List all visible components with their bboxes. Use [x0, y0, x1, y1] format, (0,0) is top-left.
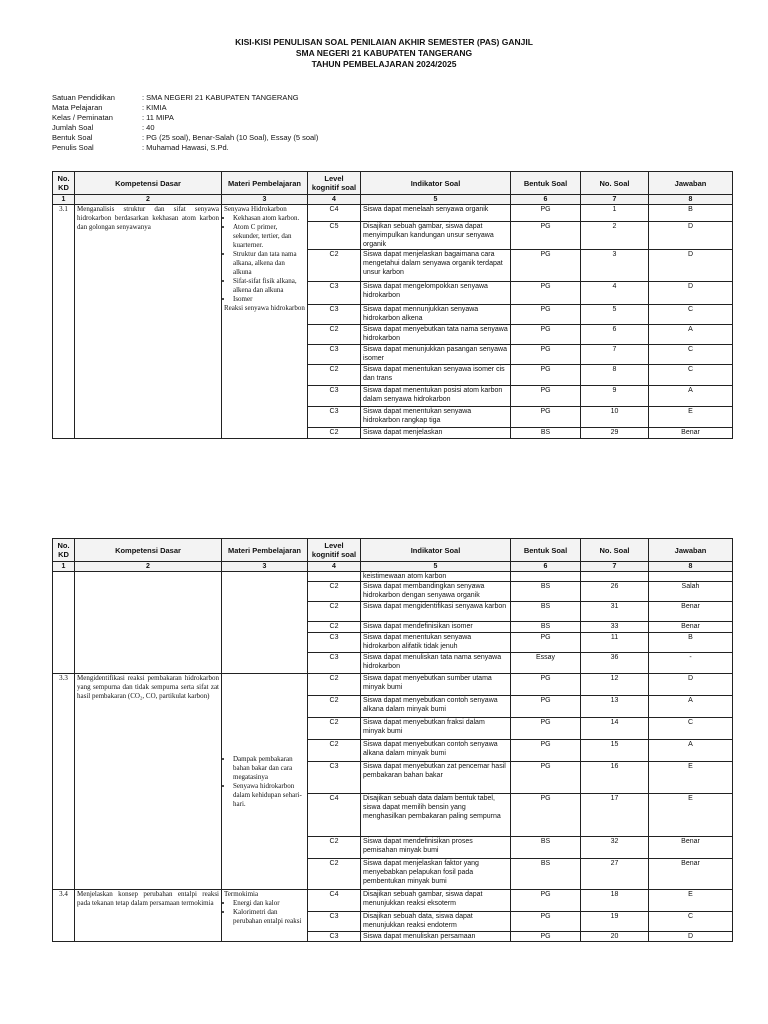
header-jawaban: Jawaban: [649, 539, 733, 562]
no-soal-cell: 3: [581, 250, 649, 282]
jawaban-cell: Benar: [649, 602, 733, 622]
jawaban-cell: Benar: [649, 622, 733, 633]
meta-value: : 11 MIPA: [142, 113, 174, 122]
jawaban-cell: -: [649, 653, 733, 674]
level-cell: C4: [308, 794, 361, 837]
bentuk-cell: PG: [511, 407, 581, 428]
level-cell: C2: [308, 365, 361, 386]
indikator-cell: Siswa dapat menyebutkan fraksi dalam minyak bumi: [361, 718, 511, 740]
meta-row-bentuk: [52, 133, 318, 143]
header-jawaban: Jawaban: [649, 172, 733, 195]
jawaban-cell: E: [649, 407, 733, 428]
level-cell: C2: [308, 428, 361, 439]
indikator-cell: Disajikan sebuah gambar, siswa dapat menyimpulkan kandungan unsur senyawa organik: [361, 222, 511, 250]
materi-title: Senyawa Hidrokarbon: [224, 205, 287, 213]
level-cell: C2: [308, 718, 361, 740]
indikator-cell: Siswa dapat menuliskan persamaan: [361, 932, 511, 942]
no-soal-cell: 15: [581, 740, 649, 762]
level-cell: C3: [308, 912, 361, 932]
no-soal-cell: 4: [581, 282, 649, 305]
header-kompetensi: Kompetensi Dasar: [75, 539, 222, 562]
no-soal-cell: 19: [581, 912, 649, 932]
level-cell: C3: [308, 932, 361, 942]
header-number: 7: [581, 562, 649, 572]
bentuk-cell: PG: [511, 305, 581, 325]
meta-label: Jumlah Soal: [52, 123, 94, 132]
header-number: 4: [308, 562, 361, 572]
indikator-cell: Siswa dapat menelaah senyawa organik: [361, 205, 511, 222]
materi-pembelajaran: [222, 205, 308, 439]
header-indikator: Indikator Soal: [361, 539, 511, 562]
indikator-cell: Siswa dapat membandingkan senyawa hidrokarbon dengan senyawa organik: [361, 582, 511, 602]
level-cell: C4: [308, 890, 361, 912]
meta-value: : 40: [142, 123, 155, 132]
no-soal-cell: 10: [581, 407, 649, 428]
materi-item: • Senyawa hidrokarbon dalam kehidupan sehari-hari.: [233, 782, 305, 809]
kd-number: 3.3: [53, 674, 75, 890]
document-meta: [52, 93, 318, 153]
indikator-cell: Siswa dapat menyebutkan zat pencemar hasil pembakaran bahan bakar: [361, 762, 511, 794]
document-title-line1: KISI-KISI PENULISAN SOAL PENILAIAN AKHIR SEMESTER (PAS) GANJIL: [235, 37, 533, 47]
indikator-cell: Siswa dapat menjelaskan bagaimana cara mengetahui dalam senyawa organik terdapat unsur karbon: [361, 250, 511, 282]
header-number: 8: [649, 562, 733, 572]
indikator-cell: Siswa dapat menentukan posisi atom karbon dalam senyawa hidrokarbon: [361, 386, 511, 407]
bentuk-cell: BS: [511, 837, 581, 859]
header-bentuk: Bentuk Soal: [511, 539, 581, 562]
materi-list: [224, 755, 305, 809]
bentuk-cell: [511, 572, 581, 582]
jawaban-cell: E: [649, 794, 733, 837]
bentuk-cell: PG: [511, 222, 581, 250]
jawaban-cell: A: [649, 386, 733, 407]
bentuk-cell: PG: [511, 932, 581, 942]
header-number: 5: [361, 562, 511, 572]
header-number: 4: [308, 195, 361, 205]
level-cell: [308, 572, 361, 582]
level-cell: C3: [308, 345, 361, 365]
level-cell: C3: [308, 407, 361, 428]
header-number: 6: [511, 195, 581, 205]
kd-number: 3.4: [53, 890, 75, 942]
materi-title: Termokimia: [224, 890, 259, 898]
kisi-table-2: [52, 538, 733, 942]
no-soal-cell: 9: [581, 386, 649, 407]
header-number: 3: [222, 562, 308, 572]
no-soal-cell: 5: [581, 305, 649, 325]
bentuk-cell: PG: [511, 205, 581, 222]
header-no-kd: No. KD: [53, 172, 75, 195]
materi-item: • Atom C primer, sekunder, tertier, dan kuarterner.: [233, 223, 305, 250]
jawaban-cell: E: [649, 890, 733, 912]
level-cell: C3: [308, 282, 361, 305]
header-level: Level kognitif soal: [308, 172, 361, 195]
no-soal-cell: 14: [581, 718, 649, 740]
level-cell: C2: [308, 696, 361, 718]
no-soal-cell: 33: [581, 622, 649, 633]
meta-row-jumlah: [52, 123, 318, 133]
no-soal-cell: 8: [581, 365, 649, 386]
level-cell: C2: [308, 602, 361, 622]
bentuk-cell: BS: [511, 428, 581, 439]
header-number: 8: [649, 195, 733, 205]
meta-value: : SMA NEGERI 21 KABUPATEN TANGERANG: [142, 93, 299, 102]
table-row: [53, 890, 733, 912]
jawaban-cell: Salah: [649, 582, 733, 602]
no-soal-cell: 31: [581, 602, 649, 622]
no-soal-cell: 29: [581, 428, 649, 439]
jawaban-cell: D: [649, 250, 733, 282]
materi-footer: Reaksi senyawa hidrokarbon: [224, 304, 305, 312]
level-cell: C2: [308, 582, 361, 602]
jawaban-cell: D: [649, 282, 733, 305]
bentuk-cell: Essay: [511, 653, 581, 674]
meta-label: Bentuk Soal: [52, 133, 93, 142]
header-number: 2: [75, 562, 222, 572]
no-soal-cell: 11: [581, 633, 649, 653]
kompetensi-dasar-empty: [75, 572, 222, 674]
bentuk-cell: PG: [511, 325, 581, 345]
indikator-cell: Disajikan sebuah data, siswa dapat menunjukkan reaksi endoterm: [361, 912, 511, 932]
indikator-cell: Siswa dapat menentukan senyawa hidrokarbon rangkap tiga: [361, 407, 511, 428]
level-cell: C3: [308, 653, 361, 674]
bentuk-cell: BS: [511, 859, 581, 890]
header-kompetensi: Kompetensi Dasar: [75, 172, 222, 195]
bentuk-cell: PG: [511, 794, 581, 837]
header-level: Level kognitif soal: [308, 539, 361, 562]
no-soal-cell: [581, 572, 649, 582]
materi-item: • Sifat-sifat fisik alkana, alkena dan alkuna: [233, 277, 305, 295]
level-cell: C2: [308, 325, 361, 345]
no-soal-cell: 7: [581, 345, 649, 365]
bentuk-cell: PG: [511, 890, 581, 912]
indikator-cell: Disajikan sebuah gambar, siswa dapat menunjukkan reaksi eksoterm: [361, 890, 511, 912]
bentuk-cell: PG: [511, 912, 581, 932]
jawaban-cell: C: [649, 345, 733, 365]
level-cell: C3: [308, 386, 361, 407]
level-cell: C2: [308, 859, 361, 890]
header-no-kd: No. KD: [53, 539, 75, 562]
materi-item: • Kekhasan atom karbon.: [233, 214, 305, 223]
header-materi: Materi Pembelajaran: [222, 539, 308, 562]
indikator-cell: Siswa dapat menjelaskan: [361, 428, 511, 439]
no-soal-cell: 12: [581, 674, 649, 696]
jawaban-cell: E: [649, 762, 733, 794]
meta-value: : PG (25 soal), Benar-Salah (10 Soal), Essay (5 soal): [142, 133, 319, 142]
meta-row-kelas: [52, 113, 318, 123]
meta-value: : KIMIA: [142, 103, 167, 112]
jawaban-cell: B: [649, 205, 733, 222]
no-soal-cell: 26: [581, 582, 649, 602]
header-number: 3: [222, 195, 308, 205]
materi-pembelajaran: [222, 674, 308, 890]
header-bentuk: Bentuk Soal: [511, 172, 581, 195]
bentuk-cell: BS: [511, 602, 581, 622]
meta-row-penulis: [52, 143, 318, 153]
document-title-line2: SMA NEGERI 21 KABUPATEN TANGERANG: [295, 48, 473, 58]
header-no-soal: No. Soal: [581, 539, 649, 562]
kisi-table-1: [52, 171, 733, 439]
materi-item: • Energi dan kalor: [233, 899, 305, 908]
header-number: 5: [361, 195, 511, 205]
jawaban-cell: D: [649, 222, 733, 250]
level-cell: C2: [308, 622, 361, 633]
kompetensi-dasar: Menjelaskan konsep perubahan entalpi reaksi pada tekanan tetap dalam persamaan termokimia: [75, 890, 222, 942]
indikator-cell: Siswa dapat menunjukkan pasangan senyawa isomer: [361, 345, 511, 365]
header-number: 1: [53, 195, 75, 205]
indikator-cell: Siswa dapat menyebutkan contoh senyawa alkana dalam minyak bumi: [361, 696, 511, 718]
no-soal-cell: 2: [581, 222, 649, 250]
jawaban-cell: A: [649, 696, 733, 718]
materi-item: • Dampak pembakaran bahan bakar dan cara megatasinya: [233, 755, 305, 782]
meta-row-satuan: [52, 93, 318, 103]
materi-item: • Struktur dan tata nama alkana, alkena dan alkuna: [233, 250, 305, 277]
indikator-cell: Siswa dapat mennunjukkan senyawa hidrokarbon alkena: [361, 305, 511, 325]
no-soal-cell: 6: [581, 325, 649, 345]
indikator-cell: Siswa dapat mengidentifikasi senyawa karbon: [361, 602, 511, 622]
indikator-cell: Siswa dapat menentukan senyawa hidrokarbon alifatik tidak jenuh: [361, 633, 511, 653]
materi-pembelajaran: [222, 890, 308, 942]
materi-list: [224, 214, 305, 304]
bentuk-cell: PG: [511, 250, 581, 282]
table-row: [53, 572, 733, 582]
header-number: 1: [53, 562, 75, 572]
jawaban-cell: A: [649, 325, 733, 345]
bentuk-cell: PG: [511, 718, 581, 740]
header-indikator: Indikator Soal: [361, 172, 511, 195]
level-cell: C5: [308, 222, 361, 250]
jawaban-cell: C: [649, 912, 733, 932]
meta-value: : Muhamad Hawasi, S.Pd.: [142, 143, 229, 152]
kompetensi-dasar: Mengidentifikasi reaksi pembakaran hidrokarbon yang sempurna dan tidak sempurna serta sifat zat hasil pembakaran (CO₂, CO, partikulat karbon): [75, 674, 222, 890]
meta-row-mapel: [52, 103, 318, 113]
materi-list: [224, 899, 305, 926]
header-no-soal: No. Soal: [581, 172, 649, 195]
no-soal-cell: 32: [581, 837, 649, 859]
bentuk-cell: BS: [511, 622, 581, 633]
no-soal-cell: 17: [581, 794, 649, 837]
jawaban-cell: Benar: [649, 837, 733, 859]
kompetensi-dasar: Menganalisis struktur dan sifat senyawa hidrokarbon berdasarkan kekhasan atom karbon dan golongan senyawanya: [75, 205, 222, 439]
bentuk-cell: PG: [511, 633, 581, 653]
level-cell: C2: [308, 250, 361, 282]
jawaban-cell: [649, 572, 733, 582]
header-number: 2: [75, 195, 222, 205]
materi-empty: [222, 572, 308, 674]
no-soal-cell: 1: [581, 205, 649, 222]
meta-label: Penulis Soal: [52, 143, 94, 152]
level-cell: C2: [308, 674, 361, 696]
header-number: 7: [581, 195, 649, 205]
bentuk-cell: PG: [511, 345, 581, 365]
jawaban-cell: B: [649, 633, 733, 653]
indikator-cell: Siswa dapat mendefinisikan proses pemisahan minyak bumi: [361, 837, 511, 859]
indikator-cell: Disajikan sebuah data dalam bentuk tabel, siswa dapat memilih bensin yang menghasilkan pembakaran paling sempurna: [361, 794, 511, 837]
bentuk-cell: PG: [511, 696, 581, 718]
header-materi: Materi Pembelajaran: [222, 172, 308, 195]
table-row: [53, 205, 733, 222]
meta-label: Satuan Pendidikan: [52, 93, 115, 102]
level-cell: C4: [308, 205, 361, 222]
indikator-cell: keistimewaan atom karbon: [361, 572, 511, 582]
document-title-line3: TAHUN PEMBELAJARAN 2024/2025: [311, 59, 457, 69]
level-cell: C3: [308, 762, 361, 794]
indikator-cell: Siswa dapat menjelaskan faktor yang menyebabkan pelapukan fosil pada pembentukan minyak bumi: [361, 859, 511, 890]
bentuk-cell: PG: [511, 282, 581, 305]
level-cell: C2: [308, 837, 361, 859]
indikator-cell: Siswa dapat mengelompokkan senyawa hidrokarbon: [361, 282, 511, 305]
indikator-cell: Siswa dapat menyebutkan contoh senyawa alkana dalam minyak bumi: [361, 740, 511, 762]
indikator-cell: Siswa dapat menyebutkan tata nama senyawa hidrokarbon: [361, 325, 511, 345]
bentuk-cell: PG: [511, 386, 581, 407]
bentuk-cell: PG: [511, 674, 581, 696]
no-soal-cell: 27: [581, 859, 649, 890]
level-cell: C3: [308, 305, 361, 325]
indikator-cell: Siswa dapat menyebutkan sumber utama minyak bumi: [361, 674, 511, 696]
bentuk-cell: PG: [511, 365, 581, 386]
jawaban-cell: D: [649, 674, 733, 696]
jawaban-cell: C: [649, 718, 733, 740]
meta-label: Kelas / Peminatan: [52, 113, 113, 122]
header-number: 6: [511, 562, 581, 572]
materi-item: • Isomer: [233, 295, 305, 304]
no-soal-cell: 18: [581, 890, 649, 912]
jawaban-cell: Benar: [649, 859, 733, 890]
jawaban-cell: A: [649, 740, 733, 762]
kd-number: 3.1: [53, 205, 75, 439]
level-cell: C3: [308, 633, 361, 653]
indikator-cell: Siswa dapat mendefinisikan isomer: [361, 622, 511, 633]
level-cell: C2: [308, 740, 361, 762]
table-row: [53, 674, 733, 696]
bentuk-cell: BS: [511, 582, 581, 602]
indikator-cell: Siswa dapat menentukan senyawa isomer cis dan trans: [361, 365, 511, 386]
jawaban-cell: C: [649, 365, 733, 386]
no-soal-cell: 13: [581, 696, 649, 718]
jawaban-cell: C: [649, 305, 733, 325]
jawaban-cell: D: [649, 932, 733, 942]
no-soal-cell: 36: [581, 653, 649, 674]
no-soal-cell: 16: [581, 762, 649, 794]
no-soal-cell: 20: [581, 932, 649, 942]
jawaban-cell: Benar: [649, 428, 733, 439]
indikator-cell: Siswa dapat menuliskan tata nama senyawa hidrokarbon: [361, 653, 511, 674]
bentuk-cell: PG: [511, 740, 581, 762]
meta-label: Mata Pelajaran: [52, 103, 103, 112]
kd-number-empty: [53, 572, 75, 674]
bentuk-cell: PG: [511, 762, 581, 794]
materi-item: • Kalorimetri dan perubahan entalpi reaksi: [233, 908, 305, 926]
